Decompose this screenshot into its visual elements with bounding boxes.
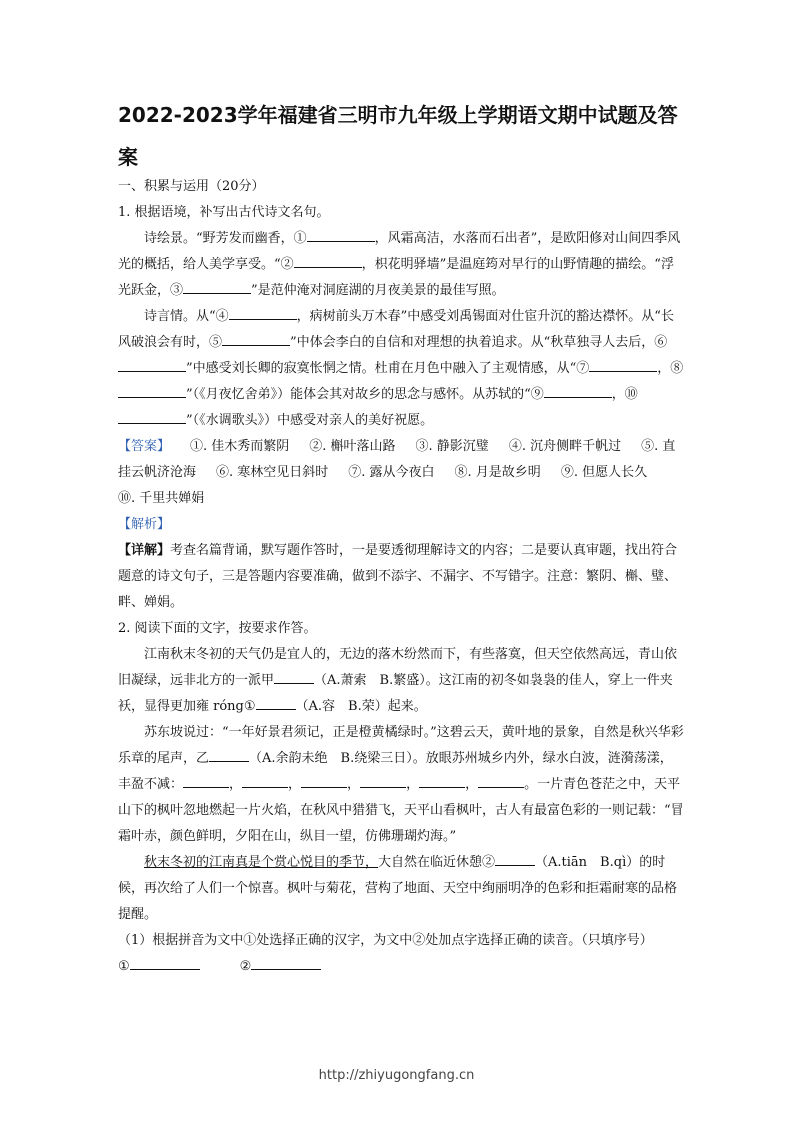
blank-list: [301, 773, 347, 788]
text-run: ，病树前头万木春”中感受刘禹锡面对仕宦升沉的豁达襟怀。从“长风破浪会有时，⑤: [118, 309, 674, 350]
answer-blanks: [118, 954, 684, 980]
section-heading: 一、积累与运用（20分）: [118, 179, 265, 194]
blank-2: [294, 253, 362, 268]
answer-item: ⑨. 但愿人长久: [560, 465, 648, 480]
question-2-stem: 2. 阅读下面的文字，按要求作答。: [118, 621, 317, 636]
answer-block: [118, 434, 684, 512]
text-run: 诗言情。从“④: [144, 309, 229, 324]
blank-1: [307, 227, 375, 242]
text-run: ”中感受刘长卿的寂寞怅惘之情。杜甫在月色中融入了主观情感，从“⑦: [186, 361, 590, 376]
blank-list: [478, 773, 524, 788]
text-run: ，: [406, 777, 420, 792]
answer-item: ⑥. 寒林空见日斜时: [216, 465, 329, 480]
answer-item: ⑩. 千里共婵娟: [118, 491, 205, 506]
text-run: （A.余韵未绝 B.绕梁三日）。放眼苏州城乡内外，绿水白波，涟漪荡漾，丰盈不减：: [118, 751, 673, 792]
document-title: 2022-2023学年福建省三明市九年级上学期语文期中试题及答案: [118, 103, 678, 169]
text-run: ，: [288, 777, 302, 792]
blank-qi: [495, 851, 535, 866]
detail-label: 【详解】: [118, 543, 171, 558]
answer-item: ②. 槲叶落山路: [309, 439, 396, 454]
blank-rong: [256, 695, 296, 710]
blank-8: [118, 383, 186, 398]
blank-10: [118, 409, 186, 424]
answer-blank-2: [251, 955, 321, 970]
blank-4: [229, 305, 297, 320]
detail-block: [118, 538, 684, 616]
text-run: ”中体会李白的自信和对理想的执着追求。从“秋草独寻人去后，⑥: [290, 335, 668, 350]
answer-item: ①. 佳木秀而繁阴: [190, 439, 290, 454]
text-run: ”是范仲淹对洞庭湖的月夜美景的最佳写照。: [251, 283, 505, 298]
blank-jia: [274, 669, 314, 684]
text-run: 诗绘景。“野芳发而幽香，①: [144, 231, 307, 246]
answer-item: ③. 静影沉璧: [415, 439, 489, 454]
text-run: 大自然在临近休憩②: [378, 855, 496, 870]
blank-list: [242, 773, 288, 788]
text-run: ，⑩: [611, 387, 638, 402]
blank-yi: [209, 747, 249, 762]
answer-item: ⑦. 露从今夜白: [348, 465, 435, 480]
detail-text: 考查名篇背诵，默写题作答时，一是要透彻理解诗文的内容；二是要认真审题，找出符合题意的诗文句子，三是答题内容要准确，做到不添字、不漏字、不写错字。注意：繁阴、槲、璧、畔、婵娟。: [118, 543, 678, 610]
question-1-stem: 1. 根据语境，补写出古代诗文名句。: [118, 205, 330, 220]
blank-7: [589, 357, 657, 372]
blank-9: [544, 383, 612, 398]
text-run: ，: [347, 777, 361, 792]
text-run: ，枳花明驿墙”是温庭筠对早行的山野情趣的描绘。“浮光跃金，③: [118, 257, 674, 298]
text-run: （A.tiān B.qì）的时候，再次给了人们一个惊喜。枫叶与菊花，营构了地面、天空中绚丽明净的色彩和拒霜耐寒的品格提醒。: [118, 855, 678, 922]
sub-question-1: （1）根据拼音为文中①处选择正确的汉字，为文中②处加点字选择正确的读音。（只填序号）: [118, 933, 653, 948]
text-run: 。一片青色苍茫之中，天平山下的枫叶忽地燃起一片火焰，在秋风中猎猎飞，天平山看枫叶，古人有最富色彩的一则记载：“冒霜叶赤，颜色鲜明，夕阳在山，纵目一望，仿佛珊瑚灼海。”: [118, 777, 684, 844]
question-1-paragraph-1: [118, 226, 684, 304]
blank-list: [183, 773, 229, 788]
text-run: （A.容 B.荣）起来。: [295, 699, 427, 714]
underlined-sentence: 秋末冬初的江南真是个赏心悦目的季节，: [144, 855, 379, 870]
answer-label: 【答案】: [118, 439, 171, 454]
footer-url: http://zhiyugongfang.cn: [318, 1068, 475, 1083]
analysis-label: 【解析】: [118, 517, 171, 532]
text-run: ”（《月夜忆舍弟》）能体会其对故乡的思念与感怀。从苏轼的“⑨: [186, 387, 544, 402]
answer-blank-1: [130, 955, 200, 970]
text-run: ，: [465, 777, 479, 792]
blank-list: [360, 773, 406, 788]
answer-item: ⑧. 月是故乡明: [454, 465, 541, 480]
text-run: 江南秋末冬初的天气仍是宜人的，无边的落木纷然而下，有些落寞，但天空依然高远，青山依旧凝绿，远非北方的一派甲: [118, 647, 678, 688]
text-run: ，风霜高洁，水落而石出者”，是欧阳修对山间四季风光的概括，给人美学享受。“②: [118, 231, 681, 272]
text-run: 苏东坡说过：“一年好景君须记，正是橙黄橘绿时。”这碧云天，黄叶地的景象，自然是秋兴华彩乐章的尾声，乙: [118, 725, 684, 766]
blank-6: [118, 357, 186, 372]
text-run: （A.萧索 B.繁盛）。这江南的初冬如袅袅的佳人，穿上一件夹袄，显得更加雍 róng①: [118, 673, 673, 714]
answer-item: ④. 沉舟侧畔千帆过: [508, 439, 622, 454]
blank-label: ①: [118, 959, 130, 974]
question-2-paragraph-3: [118, 850, 684, 928]
answer-item: ⑤. 直挂云帆济沧海: [118, 439, 676, 480]
text-run: ，: [229, 777, 243, 792]
question-2-paragraph-2: [118, 720, 684, 850]
text-run: ”（《水调歌头》）中感受对亲人的美好祝愿。: [186, 413, 434, 428]
question-2-paragraph-1: [118, 642, 684, 720]
text-run: ，⑧: [657, 361, 684, 376]
blank-list: [419, 773, 465, 788]
document-body: [118, 174, 684, 980]
question-1-paragraph-2: [118, 304, 684, 434]
blank-5: [222, 331, 290, 346]
blank-label: ②: [239, 959, 252, 974]
blank-3: [183, 279, 251, 294]
